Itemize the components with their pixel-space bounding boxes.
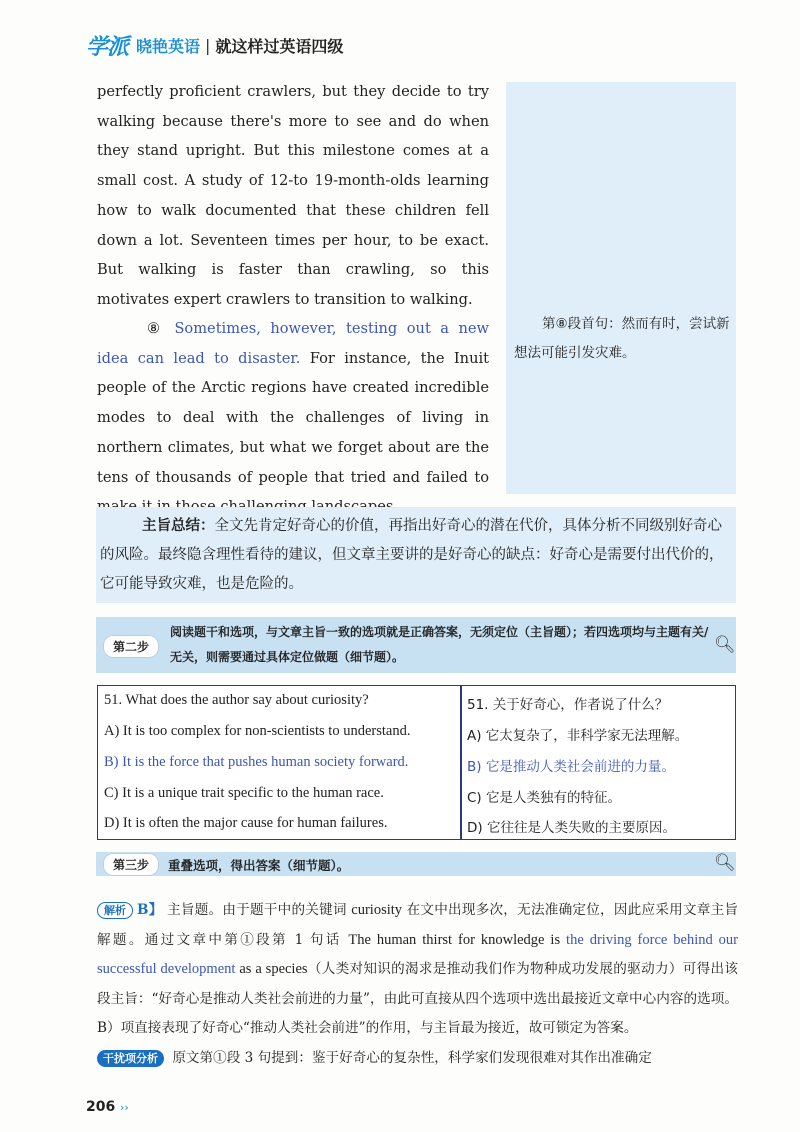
- analysis-text: （人类对知识的渴求是推动我们作为物种成功发展的驱动力）可得出该段主旨：“好奇心是推动人类社会前进的力量”，由此可直接从四个选项中选出最接近文章中心内容的选项。B）项直接表现了好奇心“推动人类社会前进”的作用，与主旨最为接近，故可锁定为答案。: [97, 961, 738, 1037]
- book-title: 就这样过英语四级: [215, 36, 344, 56]
- question-stem-zh: 51. 关于好奇心，作者说了什么？: [467, 697, 669, 713]
- quote-en: as a species: [235, 961, 308, 978]
- search-icon: 🔍︎: [714, 635, 736, 655]
- page-header: [86, 30, 343, 60]
- page-number: 206: [86, 1099, 116, 1115]
- option-b-en: B) It is the force that pushes human society forward.: [104, 754, 409, 770]
- side-note-panel: [506, 82, 736, 494]
- table-divider: [460, 686, 462, 839]
- distractor-tag: 干扰项分析: [97, 1050, 164, 1067]
- paragraph-marker: ⑧: [147, 320, 165, 337]
- summary-body: 全文先肯定好奇心的价值，再指出好奇心的潜在代价，具体分析不同级别好奇心的风险。最终隐含理性看待的建议，但文章主要讲的是好奇心的缺点：好奇心是需要付出代价的，它可能导致灾难，也是危险的。: [100, 518, 724, 592]
- brand-name: 晓艳英语: [136, 36, 201, 56]
- page-arrow-icon: ››: [120, 1101, 129, 1114]
- option-c-zh: C) 它是人类独有的特征。: [467, 790, 621, 806]
- step2-text: 阅读题干和选项，与文章主旨一致的选项就是正确答案，无须定位（主旨题）；若四选项均与主题有关/无关，则需要通过具体定位做题（细节题）。: [170, 625, 709, 664]
- summary-text: [100, 512, 734, 599]
- answer-letter: B】: [137, 902, 163, 918]
- analysis-text: 主旨题。由于题干中的关键词: [162, 902, 352, 918]
- analysis-paragraph: [97, 896, 738, 1044]
- topic-sentence: Sometimes, however, testing out a new idea can lead to disaster.: [97, 320, 490, 367]
- side-note: 第⑧段首句：然而有时，尝试新想法可能引发灾难。: [514, 316, 730, 361]
- step3-tag: 第三步: [103, 853, 159, 876]
- step2-tag: 第二步: [103, 635, 159, 658]
- publisher-logo: 学派: [86, 34, 129, 60]
- quote-en: The human thirst for knowledge is: [348, 931, 567, 948]
- summary-label: 主旨总结：: [142, 518, 215, 534]
- distractor-text: 原文第①段 3 句提到：鉴于好奇心的复杂性，科学家们发现很难对其作出准确定: [168, 1049, 652, 1066]
- option-a-en: A) It is too complex for non-scientists to understand.: [104, 723, 411, 739]
- option-d-zh: D) 它往往是人类失败的主要原因。: [467, 820, 676, 836]
- step3-text: 重叠选项，得出答案（细节题）。: [168, 858, 350, 873]
- distractor-paragraph: [97, 1044, 738, 1074]
- passage-paragraph-7: perfectly proficient crawlers, but they decide to try walking because there's more to see and do when they stand upright. But this milestone comes at a small cost. A study of 12-to 19-month-olds learning how to walk documented that these children fell down a lot. Seventeen times per hour, to be exact. But walking is faster than crawling, so this motivates expert crawlers to transition to walking.: [97, 83, 489, 308]
- analysis-section: [97, 896, 738, 1074]
- passage-paragraph-8: [97, 314, 489, 522]
- header-separator: |: [205, 35, 211, 55]
- analysis-text: 在文中出现多次，无法准确定位，因此应采用文章主旨解题。通过文章中第①段第 1 句话: [97, 902, 738, 948]
- option-d-en: D) It is often the major cause for human failures.: [104, 815, 388, 831]
- keyword: curiosity: [351, 902, 403, 918]
- option-c-en: C) It is a unique trait specific to the human race.: [104, 785, 384, 801]
- option-a-zh: A) 它太复杂了，非科学家无法理解。: [467, 728, 689, 744]
- quote-highlight: the driving force behind our successful development: [97, 931, 738, 978]
- analysis-tag: 解析: [97, 902, 133, 919]
- search-icon: 🔍︎: [714, 853, 736, 873]
- paragraph-body: For instance, the Inuit people of the Arctic regions have created incredible modes to deal with the challenges of living in northern climates, but what we forget about are the tens of thousands of people that tried and failed to: [97, 349, 490, 486]
- option-b-zh: B) 它是推动人类社会前进的力量。: [467, 759, 675, 775]
- question-stem-en: 51. What does the author say about curiosity?: [104, 692, 369, 708]
